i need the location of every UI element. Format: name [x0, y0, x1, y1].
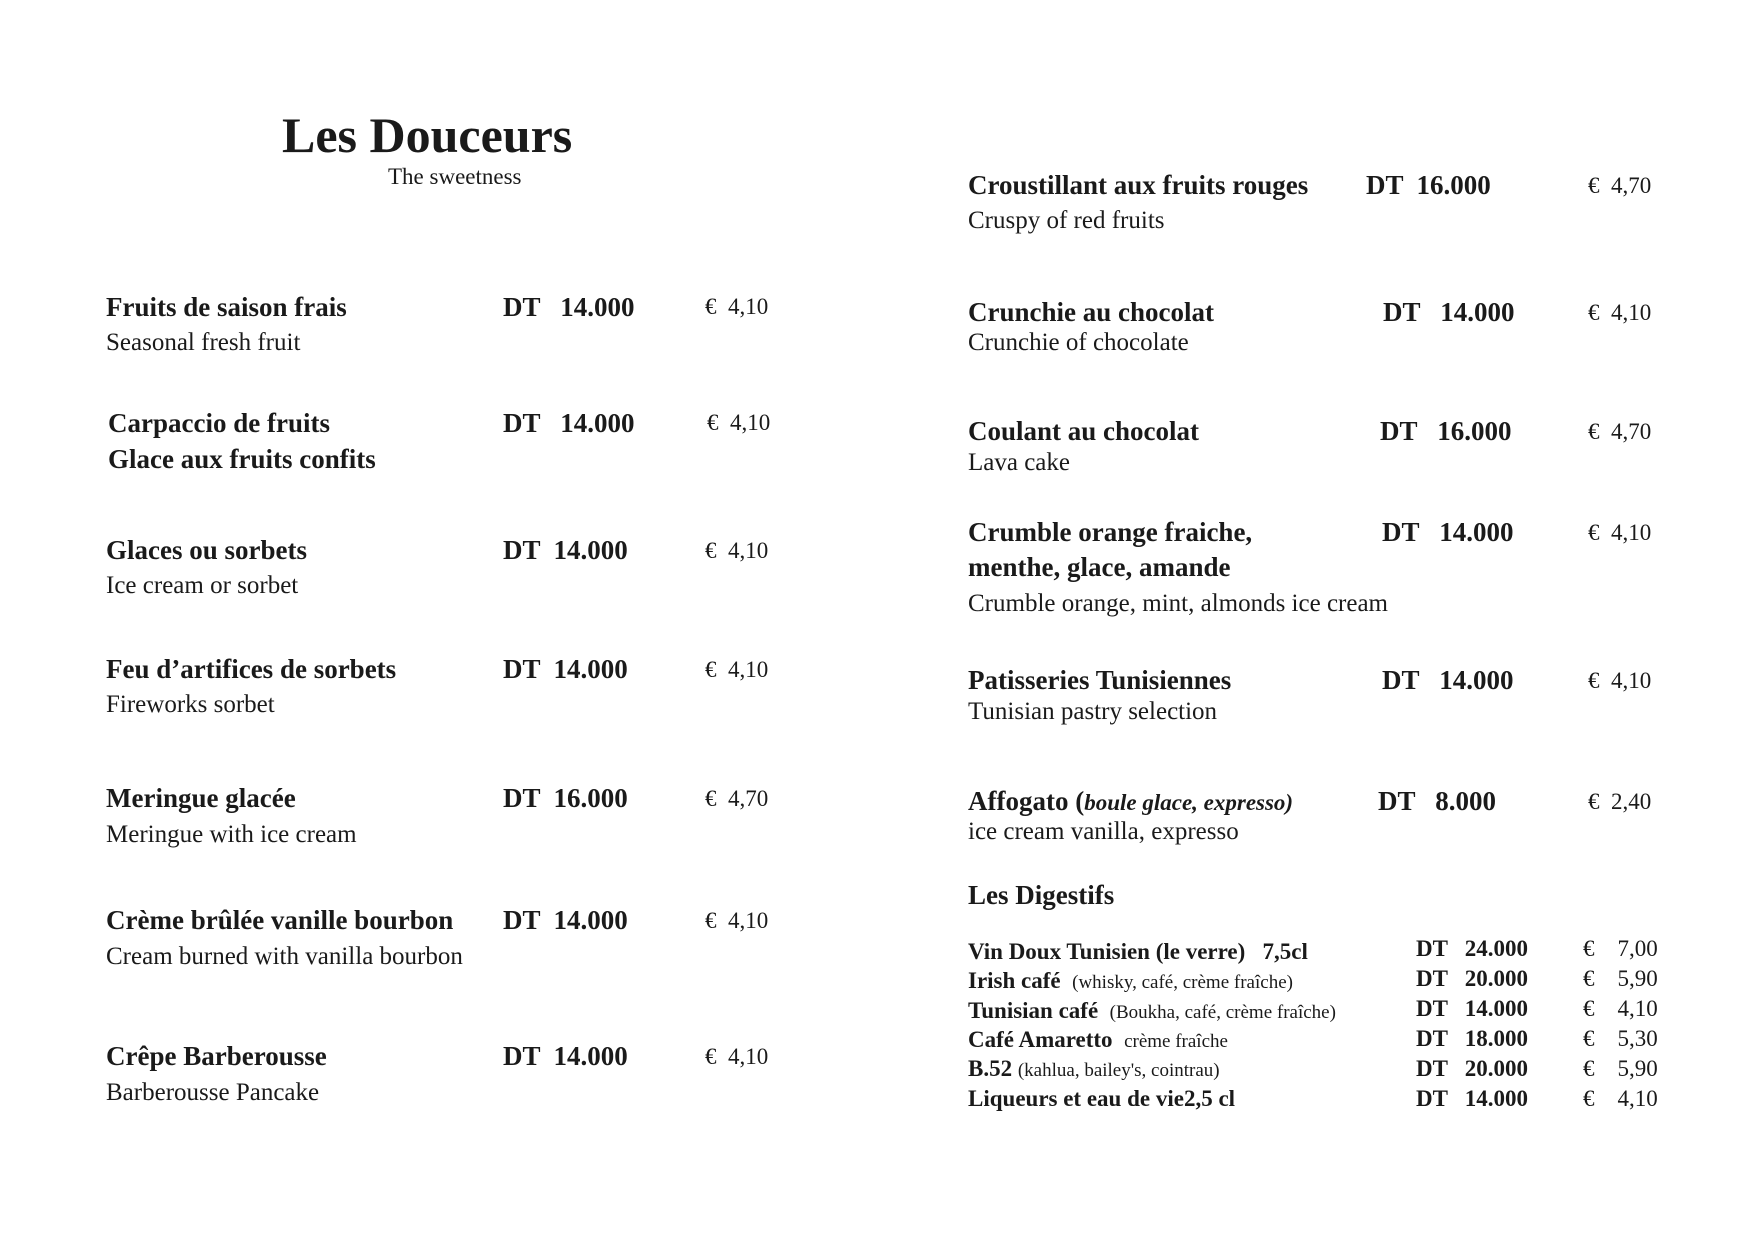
- item-name: Crème brûlée vanille bourbon: [106, 905, 454, 935]
- digestif-price-eur: € 4,10: [1583, 1086, 1658, 1111]
- item-name: Fruits de saison frais: [106, 292, 347, 322]
- digestif-name: [968, 939, 1308, 965]
- digestif-label: Vin Doux Tunisien (le verre) 7,5cl: [968, 939, 1308, 964]
- page-title: Les Douceurs: [282, 107, 573, 163]
- item-price-eur: € 2,40: [1588, 789, 1652, 814]
- item-name: Coulant au chocolat: [968, 416, 1200, 446]
- item-name: Patisseries Tunisiennes: [968, 665, 1232, 695]
- item-price-dt: DT 8.000: [1378, 786, 1497, 816]
- item-price-dt: DT 14.000: [503, 408, 635, 438]
- item-price-eur: € 4,10: [705, 657, 769, 682]
- item-description: Cruspy of red fruits: [968, 207, 1165, 234]
- digestif-label: Café Amaretto: [968, 1027, 1113, 1052]
- item-description: Lava cake: [968, 449, 1071, 476]
- item-price-eur: € 4,10: [705, 1044, 769, 1069]
- item-price-eur: € 4,10: [707, 410, 771, 435]
- item-name-italic: boule glace, expresso): [1084, 790, 1294, 815]
- item-price-dt: DT 16.000: [1366, 170, 1491, 200]
- digestif-note: crème fraîche: [1124, 1031, 1228, 1052]
- item-description: Fireworks sorbet: [106, 691, 275, 718]
- item-name: Glaces ou sorbets: [106, 535, 307, 565]
- digestif-name: [968, 1086, 1235, 1112]
- digestif-price-eur: € 7,00: [1583, 936, 1658, 961]
- item-price-eur: € 4,70: [705, 786, 769, 811]
- item-description: Crunchie of chocolate: [968, 329, 1189, 356]
- item-price-eur: € 4,10: [1588, 520, 1652, 545]
- section-heading: Les Digestifs: [968, 880, 1115, 910]
- item-price-dt: DT 14.000: [503, 292, 635, 322]
- digestif-name: [968, 998, 1336, 1024]
- item-price-eur: € 4,10: [705, 294, 769, 319]
- digestif-price-eur: € 5,30: [1583, 1026, 1658, 1051]
- digestif-price-dt: DT 14.000: [1416, 1086, 1529, 1111]
- item-price-dt: DT 14.000: [1382, 665, 1514, 695]
- item-price-eur: € 4,10: [705, 538, 769, 563]
- item-name: Crunchie au chocolat: [968, 297, 1214, 327]
- item-description: Meringue with ice cream: [106, 821, 357, 848]
- digestif-price-dt: DT 20.000: [1416, 966, 1529, 991]
- digestif-name: [968, 968, 1293, 994]
- digestif-price-dt: DT 18.000: [1416, 1026, 1529, 1051]
- digestif-price-eur: € 5,90: [1583, 966, 1658, 991]
- item-name: Feu d’artifices de sorbets: [106, 654, 397, 684]
- item-name: Crêpe Barberousse: [106, 1041, 327, 1071]
- digestif-label: Liqueurs et eau de vie2,5 cl: [968, 1086, 1236, 1111]
- digestif-price-eur: € 5,90: [1583, 1056, 1658, 1081]
- item-description: Seasonal fresh fruit: [106, 329, 301, 356]
- digestif-label: B.52: [968, 1056, 1013, 1081]
- item-price-eur: € 4,70: [1588, 173, 1652, 198]
- item-description: Ice cream or sorbet: [106, 572, 299, 599]
- item-description: Cream burned with vanilla bourbon: [106, 943, 463, 970]
- digestif-name: [968, 1056, 1220, 1082]
- item-price-dt: DT 14.000: [503, 905, 628, 935]
- digestif-label: Irish café: [968, 968, 1061, 993]
- digestif-name: [968, 1027, 1228, 1053]
- item-price-dt: DT 16.000: [1380, 416, 1512, 446]
- item-price-dt: DT 14.000: [503, 1041, 628, 1071]
- digestif-price-dt: DT 20.000: [1416, 1056, 1529, 1081]
- digestif-label: Tunisian café: [968, 998, 1099, 1023]
- item-price-eur: € 4,10: [705, 908, 769, 933]
- item-name: [968, 786, 1293, 817]
- item-name: Croustillant aux fruits rouges: [968, 170, 1309, 200]
- item-name: Crumble orange fraiche,: [968, 517, 1253, 547]
- item-description: Barberousse Pancake: [106, 1079, 320, 1106]
- digestif-note: (whisky, café, crème fraîche): [1072, 972, 1293, 993]
- item-description: Tunisian pastry selection: [968, 698, 1218, 725]
- item-price-eur: € 4,10: [1588, 668, 1652, 693]
- digestif-price-dt: DT 24.000: [1416, 936, 1529, 961]
- item-description: Crumble orange, mint, almonds ice cream: [968, 590, 1389, 617]
- item-price-eur: € 4,10: [1588, 300, 1652, 325]
- item-price-dt: DT 14.000: [503, 535, 628, 565]
- page-subtitle: The sweetness: [388, 164, 522, 189]
- digestif-note: (Boukha, café, crème fraîche): [1109, 1002, 1336, 1023]
- item-price-dt: DT 16.000: [503, 783, 628, 813]
- item-price-eur: € 4,70: [1588, 419, 1652, 444]
- item-name: Meringue glacée: [106, 783, 296, 813]
- item-name-line2: Glace aux fruits confits: [108, 444, 376, 474]
- item-price-dt: DT 14.000: [503, 654, 628, 684]
- item-name-line2: menthe, glace, amande: [968, 552, 1231, 582]
- item-name: Carpaccio de fruits: [108, 408, 330, 438]
- item-description: ice cream vanilla, expresso: [968, 818, 1239, 845]
- item-name-main: Affogato (: [968, 786, 1085, 816]
- item-price-dt: DT 14.000: [1383, 297, 1515, 327]
- digestif-price-eur: € 4,10: [1583, 996, 1658, 1021]
- digestif-note: (kahlua, bailey's, cointrau): [1017, 1060, 1220, 1081]
- digestif-price-dt: DT 14.000: [1416, 996, 1529, 1021]
- item-price-dt: DT 14.000: [1382, 517, 1514, 547]
